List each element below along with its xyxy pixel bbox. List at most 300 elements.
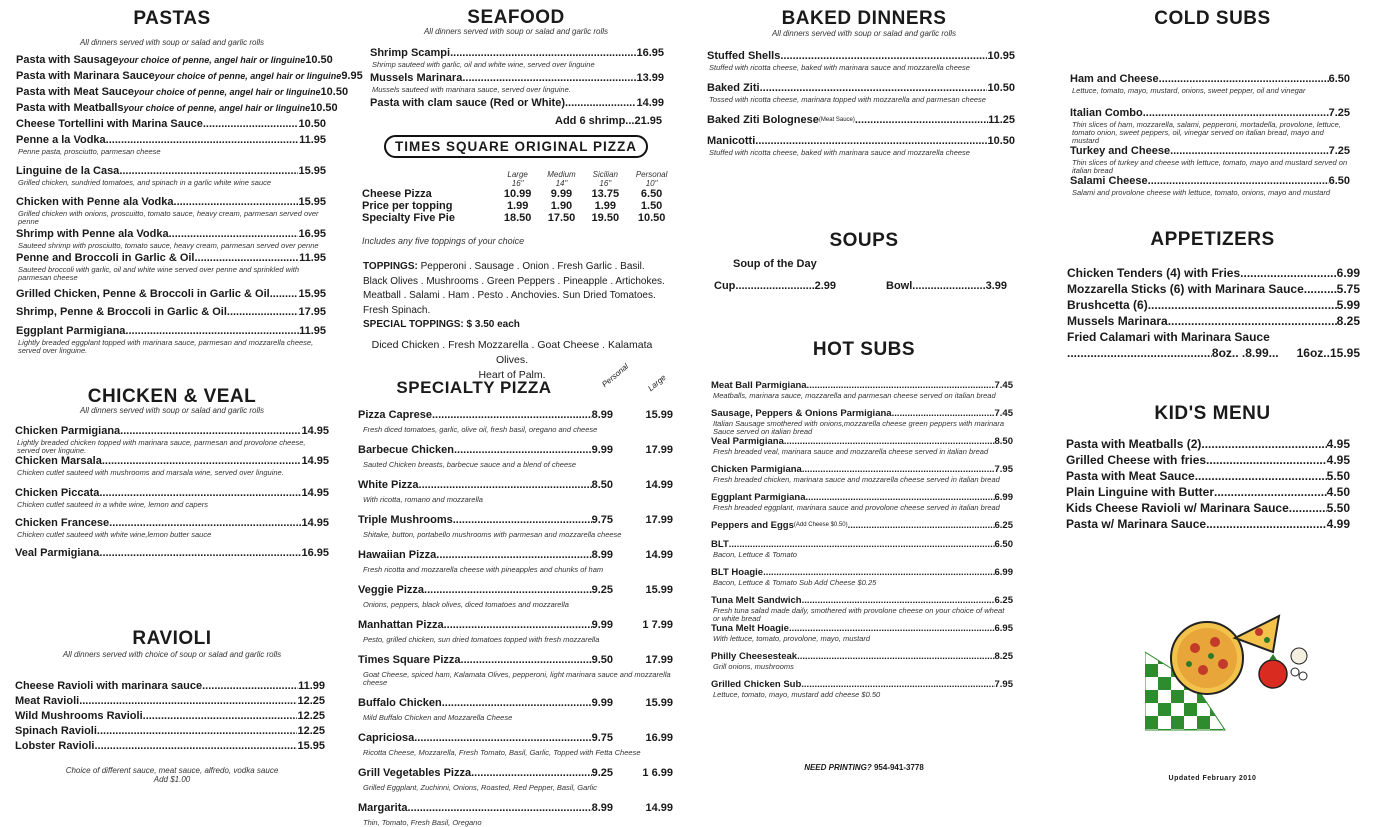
- item-price: 5.75: [1336, 282, 1360, 296]
- dot-leader: [436, 549, 591, 562]
- menu-item: [711, 679, 1013, 690]
- item-name: Grilled Chicken Sub: [711, 679, 802, 690]
- item-note: Meatballs, marinara sauce, mozzarella and parmesan cheese served on italian bread: [713, 391, 996, 400]
- menu-item: [1070, 145, 1350, 158]
- specialty-name-wrap: [358, 409, 613, 422]
- item-price: 15.95: [298, 165, 326, 177]
- specialty-personal-price: 9.99: [591, 619, 613, 631]
- dot-leader: [120, 425, 301, 438]
- item-note: Stuffed with ricotta cheese, baked with marinara sauce and mozzarella cheese: [709, 148, 970, 157]
- item-name: Mussels Marinara: [1067, 314, 1168, 328]
- dot-leader: [1240, 265, 1336, 281]
- hotsubs-entry: [711, 623, 1013, 643]
- specialty-entry: [358, 479, 676, 504]
- dot-leader: [755, 135, 987, 148]
- pastas-title: PASTAS: [133, 8, 211, 29]
- item-name: Baked Ziti: [707, 82, 760, 94]
- dot-leader: [1143, 107, 1329, 120]
- baked-subtitle: All dinners served with soup or salad and garlic rolls: [771, 29, 957, 38]
- menu-item: [711, 567, 1013, 578]
- item-price: 12.25: [297, 725, 325, 737]
- item-name: Chicken Parmigiana: [15, 425, 121, 437]
- specialty-note: Shitake, button, portabello mushrooms with parmesan and mozzarella cheese: [363, 530, 622, 539]
- menu-item: [711, 380, 1013, 391]
- menu-item: [1066, 500, 1350, 516]
- hotsubs-entry: [711, 679, 1013, 699]
- seafood-entry: [370, 97, 664, 110]
- specialty-name-wrap: [358, 444, 613, 457]
- dot-leader: [1206, 452, 1327, 468]
- specialty-personal-price: 9.50: [591, 654, 613, 666]
- item-note: Fresh breaded veal, marinara sauce and mozzarella cheese served in italian bread: [713, 447, 989, 456]
- specialty-personal-price: 9.99: [591, 697, 613, 709]
- size-personal: Personal: [635, 170, 668, 179]
- ravioli-subtitle: All dinners served with choice of soup or salad and garlic rolls: [62, 650, 282, 659]
- menu-item: [16, 102, 338, 115]
- menu-item: [707, 50, 1015, 63]
- menu-item: [15, 517, 329, 530]
- item-name: Peppers and Eggs: [711, 520, 794, 531]
- specialty-title: SPECIALTY PIZZA: [396, 378, 552, 397]
- dot-leader: [784, 436, 995, 447]
- item-note: Sauteed broccoli with garlic, oil and white wine served over penne and sprinkled with parmesan cheese: [18, 265, 299, 282]
- specialty-name: Hawaiian Pizza: [358, 549, 437, 561]
- toppings-line-2: Black Olives . Mushrooms . Green Peppers . Pineapple . Artichokes.: [363, 275, 665, 287]
- item-note: Stuffed with ricotta cheese, baked with marinara sauce and mozzarella cheese: [709, 63, 970, 72]
- item-name: Kids Cheese Ravioli w/ Marinara Sauce: [1066, 501, 1289, 515]
- item-price: 9.95: [341, 70, 363, 82]
- specialty-note: Thin, Tomato, Fresh Basil, Oregano: [363, 818, 482, 827]
- specialty-note: Onions, peppers, black olives, diced tomatoes and mozzarella: [363, 600, 569, 609]
- specialty-entry: [358, 732, 676, 757]
- dot-leader: [1289, 500, 1327, 516]
- specialty-large-price: 14.99: [645, 479, 673, 491]
- dot-leader: [1206, 516, 1327, 532]
- item-sup-note: (Add Cheese $0.50): [793, 522, 848, 528]
- dot-leader: [143, 710, 298, 723]
- seafood-entry: [370, 47, 664, 69]
- item-note: Grilled chicken, sundried tomatoes, and spinach in a garlic white wine sauce: [18, 178, 272, 187]
- dot-leader: [848, 520, 995, 531]
- item-price: 6.95: [994, 623, 1013, 634]
- specialty-name: Barbecue Chicken: [358, 444, 454, 456]
- specialty-name: Capriciosa: [358, 732, 415, 744]
- item-name: Ham and Cheese: [1070, 73, 1159, 85]
- dot-leader: [106, 134, 299, 147]
- item-price: 6.50: [1328, 73, 1350, 85]
- kids-entry: [1066, 516, 1350, 532]
- dot-leader: [462, 72, 636, 85]
- updated-note: Updated February 2010: [1168, 775, 1257, 782]
- dot-leader: [760, 82, 988, 95]
- dot-leader: [471, 767, 591, 780]
- dot-leader: [424, 584, 592, 597]
- item-price: 15.95: [297, 740, 325, 752]
- dot-leader: [202, 680, 298, 693]
- specialty-entry: [358, 767, 676, 792]
- specialty-col-large: Large: [646, 372, 668, 393]
- specialty-name-wrap: [358, 767, 613, 780]
- dot-leader: [454, 444, 592, 457]
- item-note: Grill onions, mushrooms: [713, 662, 794, 671]
- inch-large: 16": [511, 179, 524, 188]
- pastas-entry: [16, 325, 326, 355]
- dot-leader: [414, 732, 591, 745]
- menu-item: [711, 520, 1013, 531]
- dot-leader: [79, 695, 297, 708]
- dot-leader: [801, 679, 994, 690]
- specialty-name-wrap: [358, 584, 613, 597]
- appetizers-list: [1067, 265, 1360, 361]
- item-note: Mussels sauteed with marinara sauce, served over linguine.: [372, 85, 571, 94]
- pastas-entry: [16, 70, 363, 83]
- dot-leader: [1148, 297, 1337, 313]
- menu-item: [707, 114, 1015, 127]
- specialty-entry: [358, 619, 676, 644]
- item-price: 6.25: [994, 595, 1013, 606]
- pastas-entry: [16, 165, 326, 187]
- item-price: 10.50: [987, 135, 1015, 147]
- pizza-row-price: 18.50: [503, 212, 532, 224]
- item-name: Sausage, Peppers & Onions Parmigiana: [711, 408, 892, 419]
- dot-leader: [565, 97, 636, 110]
- coldsubs-entry: [1070, 175, 1350, 197]
- menu-item: [15, 710, 325, 723]
- dot-leader: [109, 517, 301, 530]
- dot-leader: [203, 118, 299, 131]
- menu-item: [1067, 281, 1360, 297]
- item-name: Veal Parmigiana: [711, 436, 784, 447]
- specialty-name: Buffalo Chicken: [358, 697, 442, 709]
- item-note: Fresh tuna salad made daily, smothered with provolone cheese on your choice of wheat or white bread: [713, 606, 1005, 623]
- item-name: Meat Ravioli: [15, 695, 80, 707]
- item-note: Thin slices of ham, mozzarella, salami, pepperoni, mortadella, provolone, lettuce, tomato onion, sweet peppers, oil, vinegar served on italian bread, mayo and mustard: [1072, 120, 1341, 145]
- inch-medium: 14": [555, 179, 568, 188]
- item-name: Pasta w/ Marinara Sauce: [1066, 517, 1207, 531]
- kids-entry: [1066, 500, 1350, 516]
- printing-label: NEED PRINTING?: [804, 763, 872, 772]
- item-note: Thin slices of turkey and cheese with lettuce, tomato, mayo and mustard served on italian bread: [1072, 158, 1348, 175]
- pastas-subtitle: All dinners served with soup or salad and garlic rolls: [79, 38, 265, 47]
- dot-leader: [408, 802, 592, 815]
- item-note: Chicken cutlet sauteed with mushrooms and marsala wine, served over linguine.: [17, 468, 284, 477]
- item-name: Plain Linguine with Butter: [1066, 485, 1214, 499]
- item-name: Wild Mushrooms Ravioli: [15, 710, 143, 722]
- item-price: 14.95: [301, 425, 329, 437]
- item-price: 7.25: [1328, 145, 1350, 157]
- specialty-large-price: 15.99: [645, 584, 673, 596]
- chicken-entry: [15, 517, 329, 539]
- kids-list: [1066, 436, 1350, 532]
- dot-leader: [814, 380, 994, 391]
- size-header-row: [362, 170, 676, 179]
- specialty-large-price: 1 6.99: [642, 767, 673, 779]
- item-price: 6.99: [1336, 266, 1360, 280]
- specialty-name-wrap: [358, 549, 613, 562]
- item-name: Pasta with Meatballs (2): [1066, 437, 1202, 451]
- appetizers-title: APPETIZERS: [1150, 229, 1275, 250]
- menu-item: [370, 97, 664, 110]
- specialty-entry: [358, 802, 676, 827]
- item-name: Lobster Ravioli: [15, 740, 95, 752]
- pizza-row-name: Price per topping: [362, 200, 453, 212]
- kids-entry: [1066, 452, 1350, 468]
- menu-item: [16, 54, 333, 67]
- dot-leader: [99, 487, 301, 500]
- hotsubs-entry: [711, 408, 1013, 436]
- item-name: Cheese Ravioli with marinara sauce: [15, 680, 203, 692]
- menu-item: [15, 695, 325, 708]
- special-toppings-label: SPECIAL TOPPINGS: $ 3.50 each: [363, 319, 520, 330]
- item-price: 7.25: [1328, 107, 1350, 119]
- item-description-inline: your choice of penne, angel hair or linguine: [154, 71, 342, 81]
- seafood-subtitle: All dinners served with soup or salad and garlic rolls: [423, 27, 609, 36]
- item-name: Baked Ziti Bolognese: [707, 114, 819, 126]
- baked-entry: [707, 135, 1015, 157]
- dot-leader: [270, 288, 299, 301]
- specialty-entry: [358, 514, 676, 539]
- menu-item: [711, 651, 1013, 662]
- ts-pizza-includes: Includes any five toppings of your choice: [362, 236, 525, 246]
- dot-leader: [169, 228, 299, 241]
- specialty-name-wrap: [358, 802, 613, 815]
- menu-item: [370, 72, 664, 85]
- pizza-row-price: 1.99: [506, 200, 529, 212]
- specialty-list: [358, 409, 676, 827]
- specialty-col-personal: Personal: [600, 361, 631, 389]
- item-name: Chicken with Penne ala Vodka: [16, 196, 174, 208]
- menu-item: [711, 539, 1013, 550]
- hotsubs-entry: [711, 651, 1013, 671]
- specialty-personal-price: 9.99: [591, 444, 613, 456]
- item-name: Pasta with clam sauce (Red or White): [370, 97, 565, 109]
- menu-item: [1070, 73, 1350, 86]
- chicken-entry: [15, 547, 329, 560]
- specialty-large-price: 16.99: [645, 732, 673, 744]
- item-note: Lightly breaded eggplant topped with marinara sauce, parmesan and mozzarella cheese, served over linguine.: [18, 338, 314, 355]
- menu-item: [16, 134, 326, 147]
- item-name: Mussels Marinara: [370, 72, 463, 84]
- size-medium: Medium: [547, 170, 576, 179]
- item-price: 4.50: [1326, 485, 1350, 499]
- dot-leader: [892, 408, 995, 419]
- dot-leader: [780, 50, 987, 63]
- item-price: 4.95: [1326, 437, 1350, 451]
- item-name: Chicken Marsala: [15, 455, 102, 467]
- dot-leader: [119, 165, 298, 178]
- item-price: 4.99: [1326, 517, 1350, 531]
- dot-leader: [174, 196, 299, 209]
- pizza-row-price: 10.99: [503, 188, 532, 200]
- ravioli-entry: [15, 740, 325, 753]
- item-note: Bacon, Lettuce & Tomato: [713, 550, 797, 559]
- specialty-name-wrap: [358, 619, 613, 632]
- item-price: 7.45: [994, 380, 1013, 391]
- item-price: 6.99: [994, 567, 1013, 578]
- menu-item: [707, 82, 1015, 95]
- hotsubs-entry: [711, 492, 1013, 512]
- specialty-entry: [358, 697, 676, 722]
- item-price: 8.50: [994, 436, 1013, 447]
- seafood-entry: [370, 72, 664, 94]
- specialty-note: Sauted Chicken breasts, barbecue sauce and a blend of cheese: [363, 460, 577, 469]
- dot-leader: [419, 479, 592, 492]
- item-note: Fresh breaded chicken, marinara sauce and mozzarella cheese served in italian bread: [713, 475, 1000, 484]
- toppings-line-4: Fresh Spinach.: [363, 304, 431, 316]
- item-name: BLT: [711, 539, 729, 550]
- specialty-note: Pesto, grilled chicken, sun dried tomatoes topped with fresh mozzarella: [363, 635, 600, 644]
- menu-item: [15, 455, 329, 468]
- menu-item: [1070, 175, 1350, 188]
- ravioli-footnote-2: Add $1.00: [153, 775, 191, 784]
- special-line-1: Diced Chicken . Fresh Mozzarella . Goat Cheese . Kalamata Olives.: [371, 339, 653, 366]
- soup-cup: Cup ..... 2.99: [714, 280, 836, 293]
- baked-entry: [707, 114, 1015, 127]
- item-price: 5.99: [1336, 298, 1360, 312]
- specialty-item: [358, 697, 676, 710]
- kids-entry: [1066, 484, 1350, 500]
- dot-leader: [729, 539, 995, 550]
- item-price: 7.95: [994, 679, 1013, 690]
- dot-leader: [461, 654, 592, 667]
- specialty-personal-price: 8.99: [591, 409, 613, 421]
- item-note: Lettuce, tomato, mayo, mustard, onions, sweet pepper, oil and vinegar: [1072, 86, 1306, 95]
- pastas-entry: [16, 228, 326, 250]
- menu-item: [370, 47, 664, 60]
- specialty-personal-price: 8.99: [591, 549, 613, 561]
- item-note: Lettuce, tomato, mayo, mustard add cheese $0.50: [713, 690, 881, 699]
- seafood-title: SEAFOOD: [467, 7, 565, 28]
- seafood-addon: Add 6 shrimp...21.95: [555, 115, 662, 127]
- dot-leader: [1168, 313, 1337, 329]
- item-price: 11.99: [298, 680, 325, 692]
- kids-entry: [1066, 468, 1350, 484]
- item-price: 14.95: [301, 487, 329, 499]
- menu-item: [711, 595, 1013, 606]
- item-name: Grilled Cheese with fries: [1066, 453, 1207, 467]
- menu-item: [16, 118, 326, 131]
- dot-leader: [195, 252, 300, 265]
- dot-leader: [102, 455, 302, 468]
- chicken-subtitle: All dinners served with soup or salad and garlic rolls: [79, 406, 265, 415]
- item-price: 13.99: [636, 72, 664, 84]
- pizza-row-price: 10.50: [637, 212, 666, 224]
- dot-leader: [763, 567, 994, 578]
- item-note: Bacon, Lettuce & Tomato Sub Add Cheese $0.25: [713, 578, 877, 587]
- specialty-name: Manhattan Pizza: [358, 619, 444, 631]
- item-name: Chicken Parmigiana: [711, 464, 802, 475]
- printing-note: [704, 763, 1024, 772]
- item-price: 10.95: [987, 50, 1015, 62]
- item-price: 15.95: [298, 196, 326, 208]
- pastas-entry: [16, 86, 349, 99]
- item-note: Penne pasta, prosciutto, parmesan cheese: [18, 147, 161, 156]
- item-name: Eggplant Parmigiana: [711, 492, 806, 503]
- dot-leader: [450, 47, 636, 60]
- item-note: Grilled chicken with onions, proscuitto, tomato sauce, heavy cream, parmesan served over penne: [18, 209, 319, 226]
- item-note: With lettuce, tomato, provolone, mayo, mustard: [713, 634, 871, 643]
- specialty-large-price: 14.99: [645, 549, 673, 561]
- item-price: 16.95: [301, 547, 329, 559]
- baked-entry: [707, 50, 1015, 72]
- item-price: 16.95: [298, 228, 326, 240]
- menu-item: [15, 740, 325, 753]
- item-name: Stuffed Shells: [707, 50, 781, 62]
- item-note: Chicken cutlet sauteed in a white wine, lemon and capers: [17, 500, 208, 509]
- hotsubs-entry: [711, 539, 1013, 559]
- item-price: 10.50: [298, 118, 326, 130]
- item-price: 6.99: [994, 492, 1013, 503]
- chicken-entry: [15, 425, 329, 455]
- dot-leader: [94, 740, 297, 753]
- seafood-list: [370, 47, 664, 110]
- pastas-entry: [16, 134, 326, 156]
- item-note: Tossed with ricotta cheese, marinara topped with mozzarella and parmesan cheese: [709, 95, 986, 104]
- dot-leader: [1148, 175, 1329, 188]
- specialty-note: Mild Buffalo Chicken and Mozzarella Cheese: [363, 713, 513, 722]
- item-name: Meat Ball Parmigiana...: [711, 380, 815, 391]
- special-line-2: Heart of Palm.: [478, 369, 546, 381]
- baked-list: [707, 50, 1015, 157]
- soup-of-day: Soup of the Day: [733, 258, 817, 270]
- coldsubs-entry: [1070, 145, 1350, 175]
- item-name: Brushcetta (6): [1067, 298, 1148, 312]
- coldsubs-entry: [1070, 107, 1350, 145]
- ravioli-list: [15, 680, 325, 753]
- pastas-section: [12, 8, 332, 30]
- menu-item: [1066, 452, 1350, 468]
- pizza-row-price: 6.50: [640, 188, 663, 200]
- item-name: Eggplant Parmigiana: [16, 325, 126, 337]
- soups-title: SOUPS: [829, 230, 899, 251]
- menu-item: [1067, 297, 1360, 313]
- item-price: 10.50: [310, 102, 338, 114]
- menu-item: [15, 425, 329, 438]
- item-name: Penne a la Vodka: [16, 134, 106, 146]
- specialty-note: Ricotta Cheese, Mozzarella, Fresh Tomato, Basil, Garlic, Topped with Fetta Cheese: [363, 748, 641, 757]
- dot-leader: [432, 409, 592, 422]
- item-price: 17.95: [298, 306, 326, 318]
- specialty-name-wrap: [358, 479, 613, 492]
- toppings-line-3: Meatball . Salami . Ham . Pesto . Anchovies. Sun Dried Tomatoes.: [363, 290, 656, 301]
- item-price: 11.25: [988, 114, 1015, 126]
- item-price: 12.25: [297, 695, 325, 707]
- specialty-item: [358, 654, 676, 667]
- item-price: 10.50: [320, 86, 349, 98]
- coldsubs-title: COLD SUBS: [1154, 8, 1271, 29]
- item-price: 6.25: [994, 520, 1013, 531]
- pizza-row-price: 13.75: [591, 188, 620, 200]
- specialty-entry: [358, 584, 676, 609]
- dot-leader: [97, 725, 298, 738]
- size-sicilian: Sicilian: [592, 170, 618, 179]
- size-large: Large: [507, 170, 528, 179]
- kids-title: KID'S MENU: [1154, 403, 1271, 424]
- specialty-name: Pizza Caprese: [358, 409, 432, 421]
- ravioli-entry: [15, 725, 325, 738]
- item-note: Italian Sausage smothered with onions,mozzarella cheese green peppers with marinara Sauce served on italian bread: [713, 419, 1004, 436]
- hotsubs-entry: [711, 567, 1013, 587]
- inch-personal: 10": [645, 179, 658, 188]
- soup-bowl: Bowl ..... 3.99: [886, 280, 1007, 293]
- item-price: 10.50: [987, 82, 1015, 94]
- hotsubs-entry: [711, 520, 1013, 531]
- dot-leader: [99, 547, 301, 560]
- item-price: 5.50: [1326, 469, 1350, 483]
- menu-item: [711, 408, 1013, 419]
- pastas-entry: [16, 252, 326, 282]
- item-description-inline: your choice of penne, angel hair or linguine: [118, 55, 306, 65]
